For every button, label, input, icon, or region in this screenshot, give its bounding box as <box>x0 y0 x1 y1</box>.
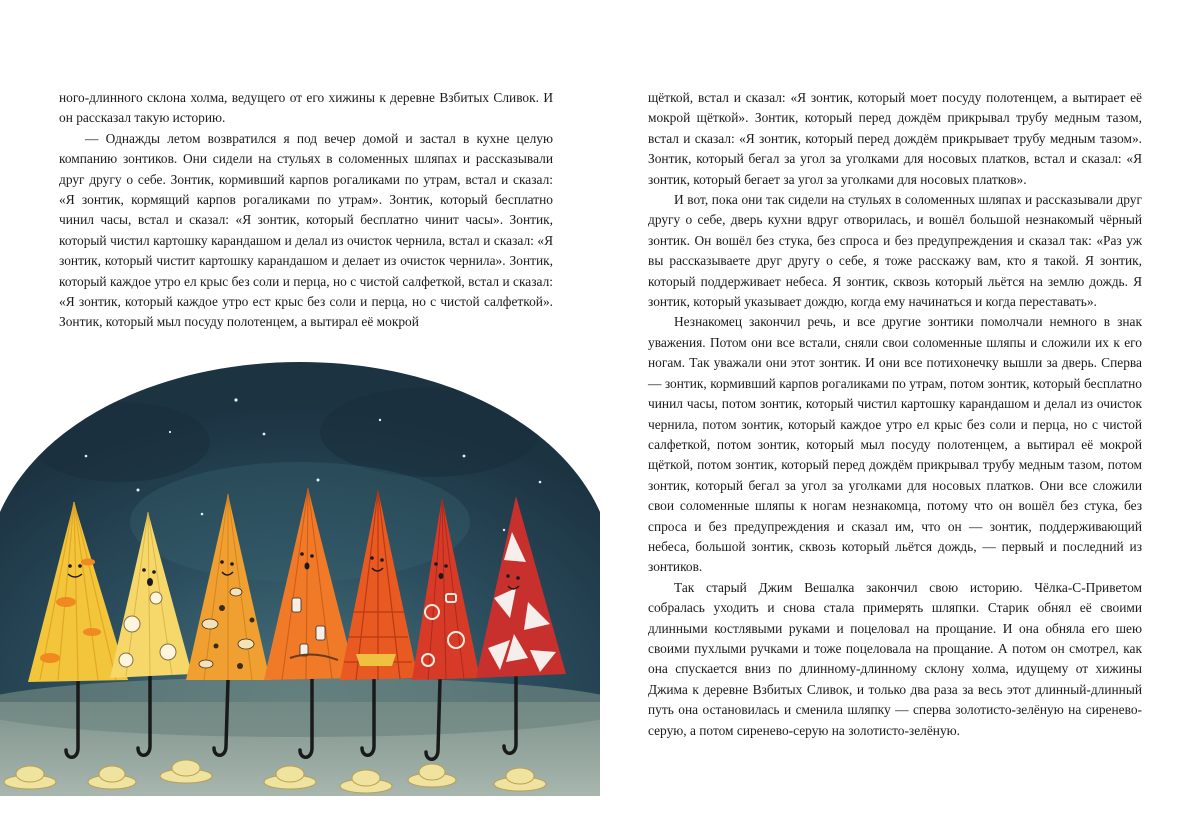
paragraph: Так старый Джим Вешалка закончил свою историю. Чёлка-С-Приветом собралась уходить и снова стала примерять шляпки. Старик обнял её своими длинными костлявыми руками и поцеловал на прощание. И она обняла его шею своими пухлыми ручками и тоже поцеловала на прощание. А потом он смотрел, как она спускается вниз по длинному-длинному склону холма, идущему от хижины Джима к деревне Взбитых Сливок, и только два раза за весь этот длинный-длинный путь она остановилась и сменила шляпку — сперва золотисто-зелёную на сиренево-серую, а потом сиренево-серую на золотисто-зелёную. <box>648 579 1142 738</box>
left-page-text <box>59 88 553 333</box>
umbrellas-illustration <box>0 362 600 796</box>
paragraph: щёткой, встал и сказал: «Я зонтик, который моет посуду полотенцем, а вытирает её мокрой щёткой». Зонтик, который перед дождём прикрывал трубу медным тазом, встал и сказал: «Я зонтик, который перед дождём прикрывает трубу медным тазом». Зонтик, который бегал за угол за уголками для носовых платков, встал и сказал: «Я зонтик, который бегает за угол за уголками для носовых платков». <box>648 90 1142 187</box>
paragraph: ного-длинного склона холма, ведущего от его хижины к деревне Взбитых Сливок. И он рассказал такую историю. <box>59 90 553 126</box>
paragraph: — Однажды летом возвратился я под вечер домой и застал в кухне целую компанию зонтиков. Они сидели на стульях в соломенных шляпах и рассказывали друг другу о себе. Зонтик, кормивший карпов рогаликами по утрам, встал и сказал: «Я зонтик, кормящий карпов рогаликами по утрам». Зонтик, который бесплатно чинил часы, встал и сказал: «Я зонтик, который бесплатно чинит часы». Зонтик, который чистил картошку карандашом и делал из очисток чернила, встал и сказал: «Я зонтик, который чистит картошку карандашом и делает из очисток чернила». Зонтик, который каждое утро ел крыс без соли и перца, но с чистой салфеткой, встал и сказал: «Я зонтик, который каждое утро ест крыс без соли и перца, но с чистой салфеткой». Зонтик, который мыл посуду полотенцем, а вытирал её мокрой <box>59 130 553 330</box>
right-page-text <box>648 88 1142 741</box>
paragraph: Незнакомец закончил речь, и все другие зонтики помолчали немного в знак уважения. Потом они все встали, сняли свои соломенные шляпы и сложили их к его ногам. Так уважали они этот зонтик. И они все потихонечку вышли за дверь. Сперва — зонтик, кормивший карпов рогаликами по утрам, потом зонтик, который бесплатно чинил часы, потом зонтик, который чистил картошку карандашом и делал из очисток чернила, потом зонтик, который каждое утро ел крыс без соли и перца, но с чистой салфеткой, потом зонтик, который мыл посуду полотенцем, а вытирал её мокрой щёткой, потом зонтик, который перед дождём прикрывал трубу медным тазом, потом зонтик, который бегал за угол за уголками для носовых платков. Они все сложили свои соломенные шляпы к ногам незнакомца, потому что он вошёл без стука, без спроса и без предупреждения и сказал им, что он — зонтик, поддерживающий небеса, большой зонтик, сквозь который льётся дождь, — первый и последний из зонтиков. <box>648 314 1142 575</box>
paragraph: И вот, пока они так сидели на стульях в соломенных шляпах и рассказывали друг другу о себе, дверь кухни вдруг отворилась, и вошёл большой незнакомый чёрный зонтик. Он вошёл без стука, без спроса и без предупреждения и сказал так: «Раз уж вы рассказываете друг другу о себе, я тоже расскажу вам, кто я такой. Я зонтик, который поддерживает небеса. Я зонтик, сквозь который льётся на землю дождь. Я зонтик, который указывает дождю, когда ему начинаться и когда переставать». <box>648 192 1142 310</box>
